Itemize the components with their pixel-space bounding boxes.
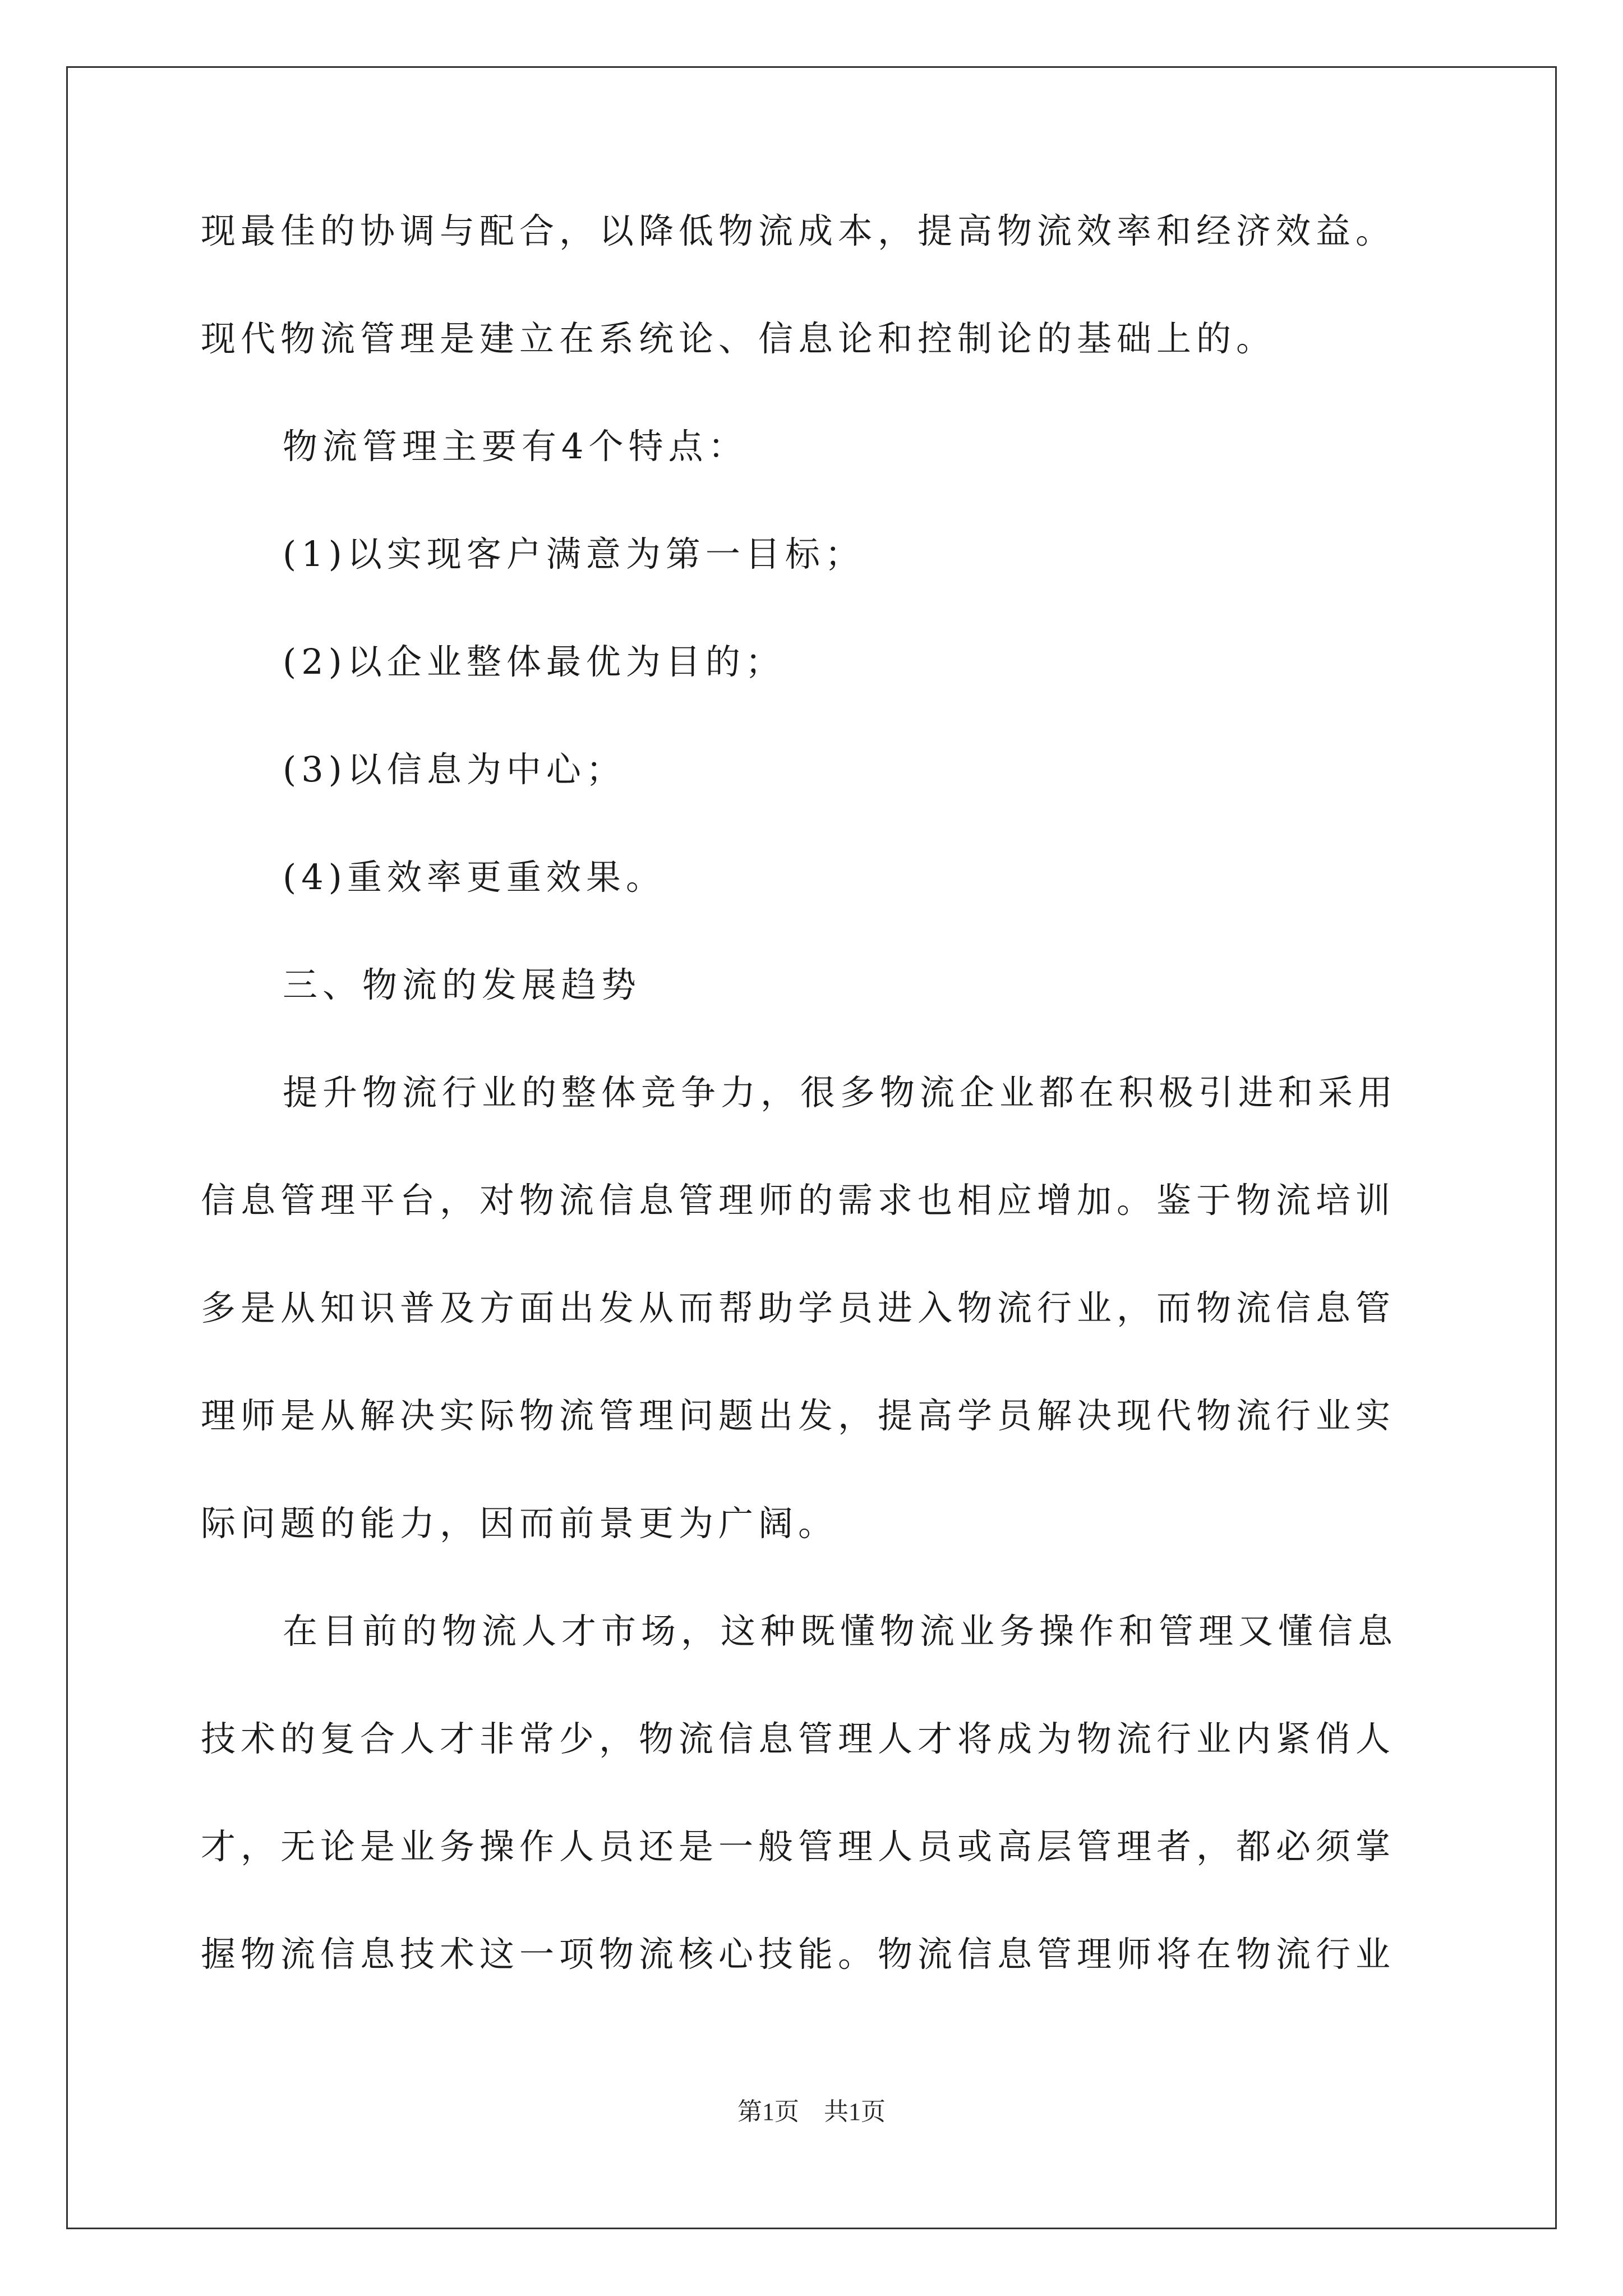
- text-line: 信息管理平台，对物流信息管理师的需求也相应增加。鉴于物流培训: [201, 1180, 1396, 1221]
- page-number: 第1页: [737, 2098, 799, 2125]
- page-footer: [0, 2096, 1623, 2128]
- text-line: 现最佳的协调与配合，以降低物流成本，提高物流效率和经济效益。: [201, 210, 1396, 251]
- list-item: (2)以企业整体最优为目的；: [283, 641, 785, 682]
- document-body: [201, 209, 1435, 2040]
- paragraph-line: 物流管理主要有4个特点：: [283, 426, 748, 467]
- paragraph-line: 提升物流行业的整体竞争力，很多物流企业都在积极引进和采用: [283, 1072, 1398, 1113]
- list-item: (1)以实现客户满意为第一目标；: [283, 533, 865, 574]
- text-line: 技术的复合人才非常少，物流信息管理人才将成为物流行业内紧俏人: [201, 1718, 1396, 1759]
- text-line: 才，无论是业务操作人员还是一般管理人员或高层管理者，都必须掌: [201, 1826, 1396, 1867]
- section-heading: 三、物流的发展趋势: [283, 964, 642, 1005]
- list-item: (3)以信息为中心；: [283, 749, 626, 790]
- list-item: (4)重效率更重效果。: [283, 857, 666, 898]
- text-line: 际问题的能力，因而前景更为广阔。: [201, 1503, 838, 1544]
- text-line: 理师是从解决实际物流管理问题出发，提高学员解决现代物流行业实: [201, 1395, 1396, 1436]
- page-total: 共1页: [824, 2098, 886, 2125]
- text-line: 多是从知识普及方面出发从而帮助学员进入物流行业，而物流信息管: [201, 1287, 1396, 1328]
- paragraph-line: 在目前的物流人才市场，这种既懂物流业务操作和管理又懂信息: [283, 1611, 1398, 1651]
- text-line: 现代物流管理是建立在系统论、信息论和控制论的基础上的。: [201, 318, 1276, 359]
- text-line: 握物流信息技术这一项物流核心技能。物流信息管理师将在物流行业: [201, 1934, 1396, 1975]
